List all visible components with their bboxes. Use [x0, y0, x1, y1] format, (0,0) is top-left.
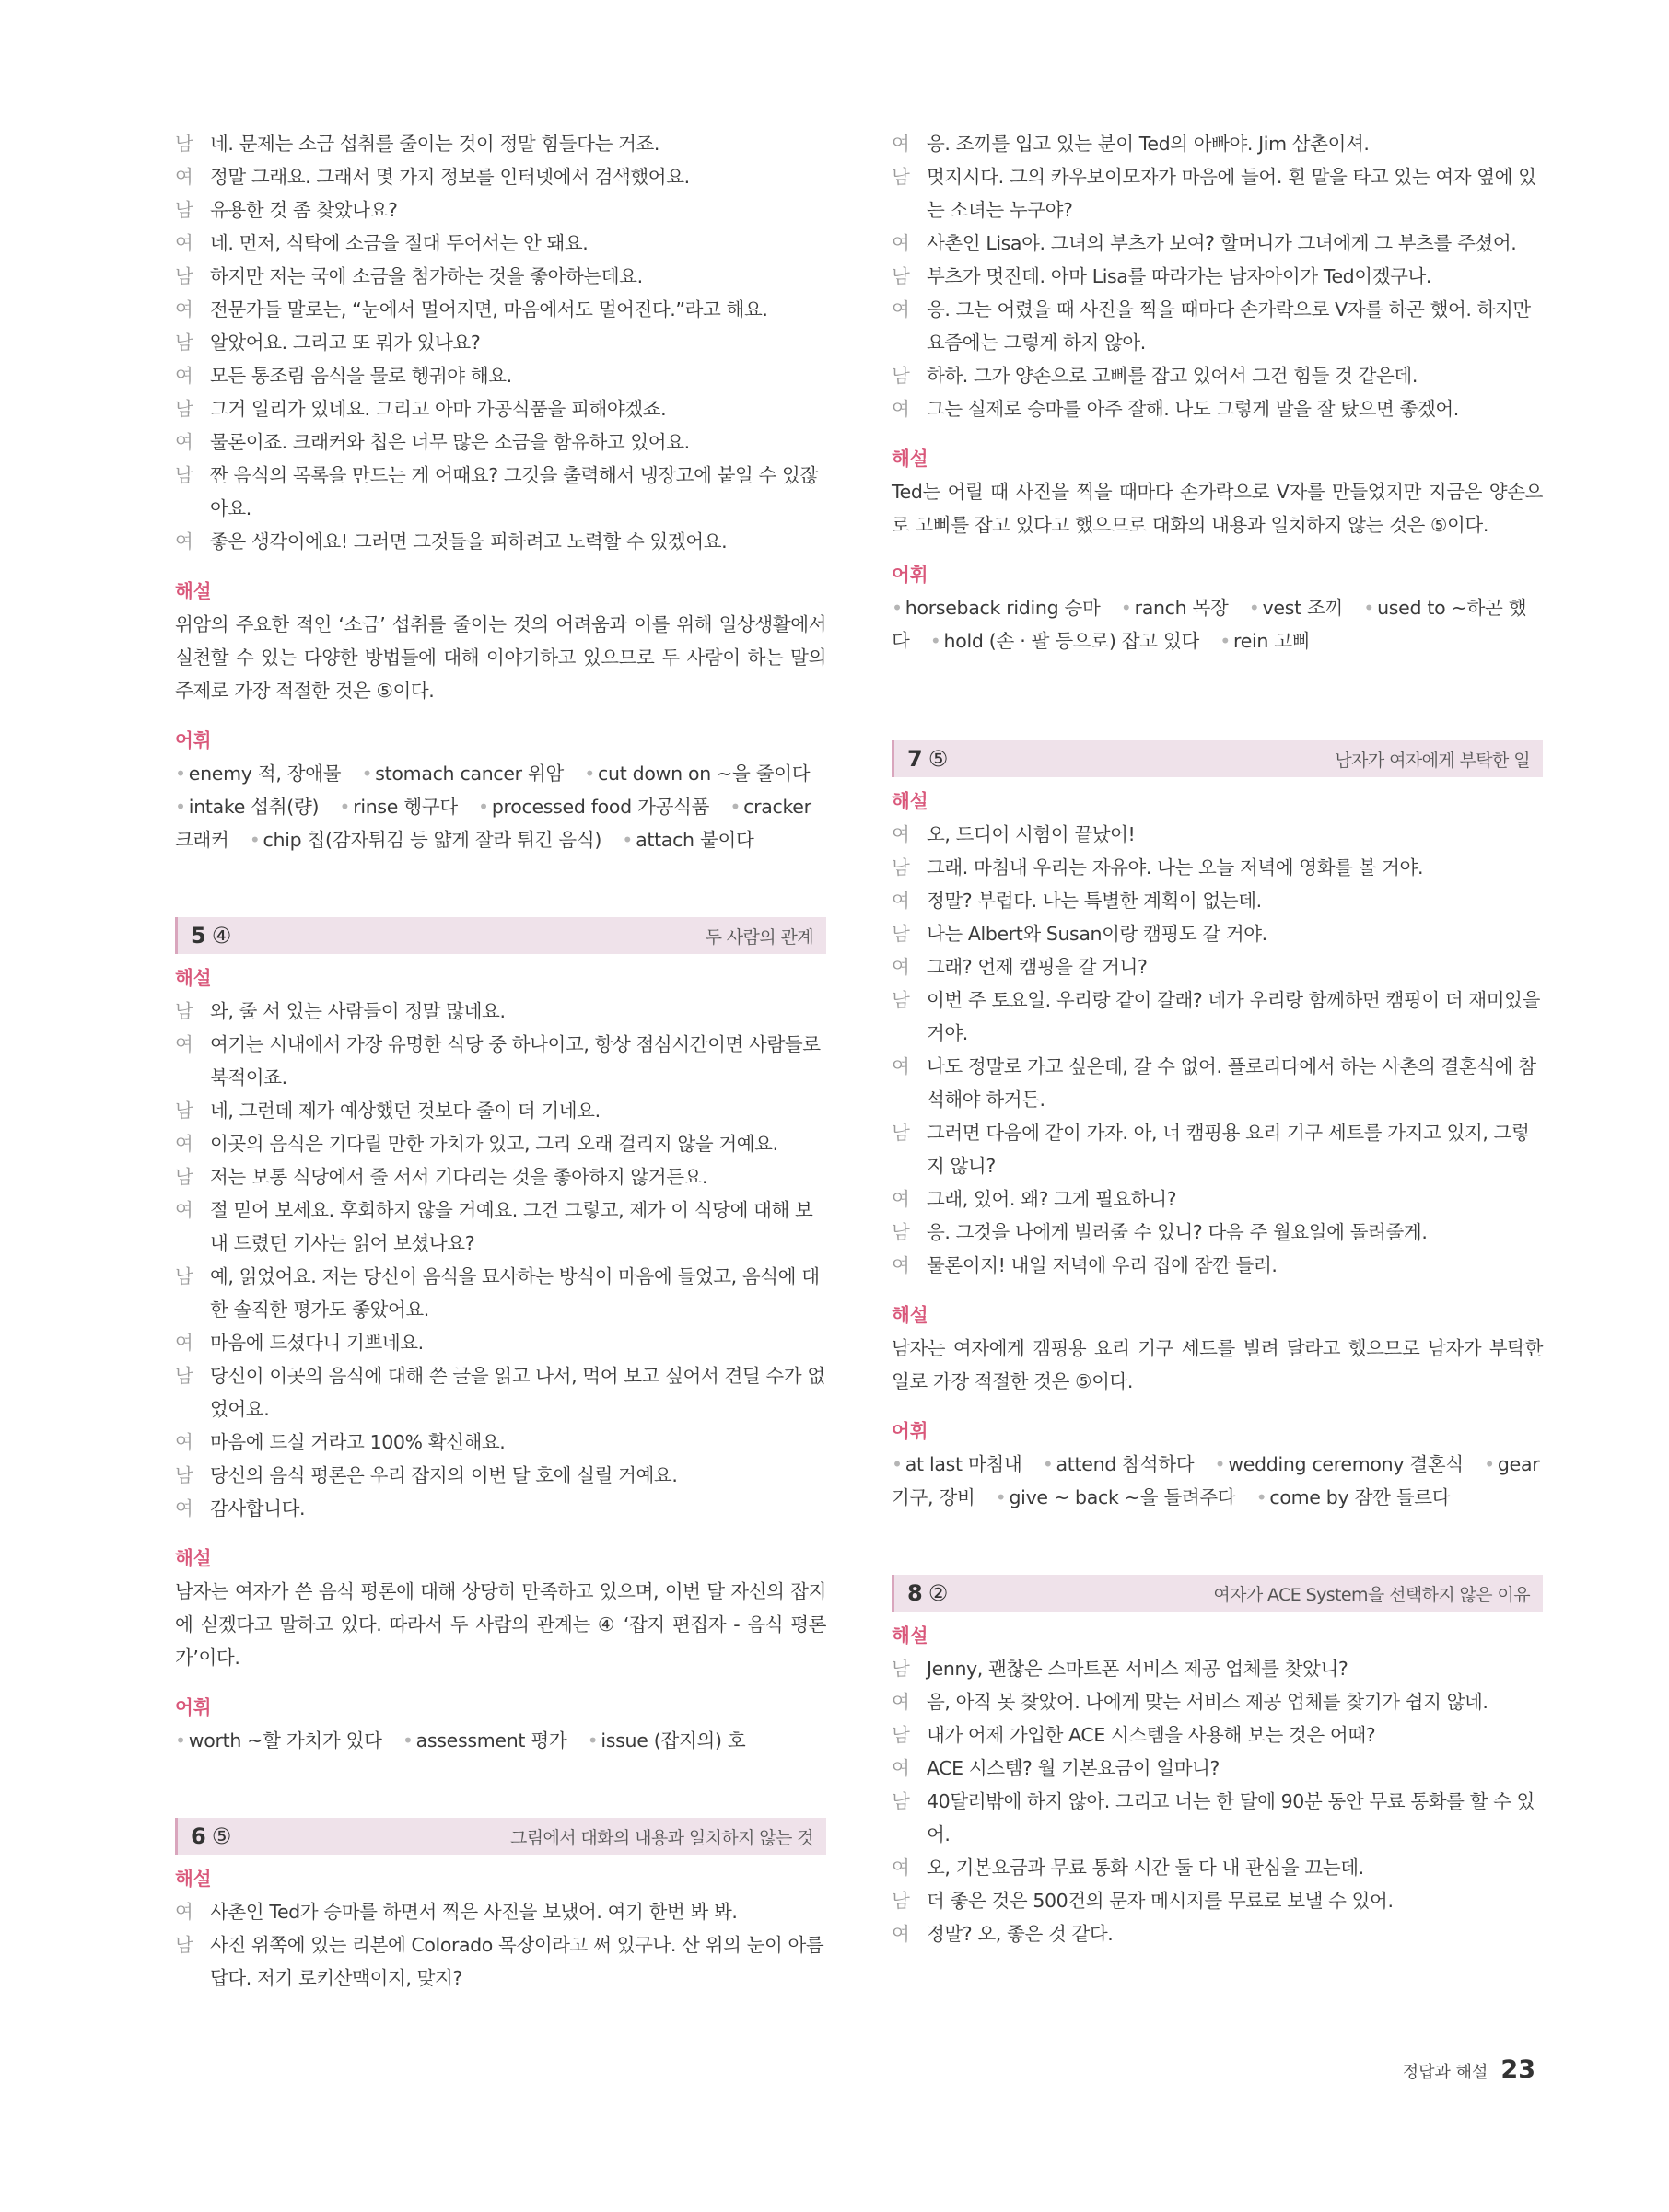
speaker-label: 여 [892, 1254, 910, 1276]
q5-vocab-heading: 어휘 [175, 1696, 212, 1718]
dialogue-text: 물론이지! 내일 저녁에 우리 집에 잠깐 들러. [927, 1254, 1278, 1276]
speaker-label: 여 [175, 365, 193, 387]
vocab-item [1214, 1453, 1463, 1475]
dialogue-line [175, 1326, 826, 1359]
dialogue-line [175, 1193, 826, 1260]
q5-explanation: 남자는 여자가 쓴 음식 평론에 대해 상당히 만족하고 있으며, 이번 달 자신의 잡지에 싣겠다고 말하고 있다. 따라서 두 사람의 관계는 ④ ‘잡지 편집자 - 음식 평론가’이다. [175, 1580, 826, 1669]
speaker-label: 여 [175, 1497, 193, 1519]
bullet-icon: • [1248, 597, 1260, 619]
bullet-icon: • [1120, 597, 1132, 619]
bullet-icon: • [622, 829, 634, 851]
speaker-label: 여 [175, 166, 193, 188]
vocab-item [1256, 1486, 1451, 1508]
dialogue-line [892, 359, 1543, 392]
dialogue-line [892, 1050, 1543, 1116]
vocab-text: assessment 평가 [415, 1729, 567, 1752]
bullet-icon: • [1042, 1453, 1054, 1475]
q5-header-bar [175, 917, 826, 954]
bullet-icon: • [361, 763, 373, 785]
q4-vocab-heading: 어휘 [175, 729, 212, 751]
dialogue-line [892, 1851, 1543, 1884]
dialogue-line [892, 1718, 1543, 1752]
bullet-icon: • [892, 597, 903, 619]
bullet-icon: • [584, 763, 596, 785]
speaker-label: 여 [175, 530, 193, 553]
dialogue-text: 절 믿어 보세요. 후회하지 않을 거예요. 그건 그렇고, 제가 이 식당에 대해 보내 드렸던 기사는 읽어 보셨나요? [210, 1199, 813, 1254]
right-column [892, 127, 1543, 1950]
bullet-icon: • [175, 796, 186, 818]
speaker-label: 남 [175, 1265, 193, 1287]
q7-explanation: 남자는 여자에게 캠핑용 요리 기구 세트를 빌려 달라고 했으므로 남자가 부탁한 일로 가장 적절한 것은 ⑤이다. [892, 1337, 1543, 1392]
dialogue-text: 응. 그것을 나에게 빌려줄 수 있니? 다음 주 월요일에 돌려줄게. [927, 1221, 1428, 1243]
speaker-label: 여 [892, 398, 910, 420]
footer-label: 정답과 해설 [1402, 2063, 1488, 2082]
bullet-icon: • [478, 796, 489, 818]
dialogue-text: 응. 그는 어렸을 때 사진을 찍을 때마다 손가락으로 V자를 하곤 했어. 하지만 요즘에는 그렇게 하지 않아. [927, 298, 1531, 354]
dialogue-line [175, 459, 826, 525]
q6-vocab-list [892, 591, 1543, 658]
speaker-label: 남 [892, 166, 910, 188]
dialogue-line [175, 1359, 826, 1426]
speaker-label: 남 [175, 1934, 193, 1956]
dialogue-text: 이번 주 토요일. 우리랑 같이 갈래? 네가 우리랑 함께하면 캠핑이 더 재미있을 거야. [927, 989, 1540, 1044]
q4-dialogue [175, 127, 826, 558]
dialogue-text: 와, 줄 서 있는 사람들이 정말 많네요. [210, 1000, 506, 1022]
dialogue-text: Jenny, 괜찮은 스마트폰 서비스 제공 업체를 찾았니? [927, 1658, 1348, 1680]
vocab-item [175, 796, 319, 818]
dialogue-text: 마음에 드실 거라고 100% 확신해요. [210, 1431, 506, 1453]
dialogue-text: 사진 위쪽에 있는 리본에 Colorado 목장이라고 써 있구나. 산 위의 눈이 아름답다. 저기 로키산맥이지, 맞지? [210, 1934, 824, 1989]
q6-explanation-heading: 해설 [892, 448, 928, 470]
vocab-text: rinse 헹구다 [353, 796, 458, 818]
dialogue-text: 하지만 저는 국에 소금을 첨가하는 것을 좋아하는데요. [210, 265, 643, 287]
vocab-item [588, 1729, 746, 1752]
speaker-label: 남 [892, 856, 910, 879]
speaker-label: 여 [175, 1901, 193, 1923]
dialogue-line [175, 1426, 826, 1459]
q8-header-bar [892, 1575, 1543, 1612]
dialogue-text: 좋은 생각이에요! 그러면 그것들을 피하려고 노력할 수 있겠어요. [210, 530, 728, 553]
speaker-label: 여 [175, 232, 193, 254]
dialogue-text: 이곳의 음식은 기다릴 만한 가치가 있고, 그리 오래 걸리지 않을 거예요. [210, 1133, 778, 1155]
speaker-label: 여 [892, 298, 910, 320]
vocab-text: vest 조끼 [1262, 597, 1344, 619]
dialogue-line [892, 1685, 1543, 1718]
dialogue-line [892, 851, 1543, 884]
dialogue-text: 당신이 이곳의 음식에 대해 쓴 글을 읽고 나서, 먹어 보고 싶어서 견딜 수가 없었어요. [210, 1365, 825, 1420]
q8-number-answer: 8 ② [907, 1580, 949, 1606]
q6-dialogue [175, 1895, 826, 1995]
vocab-item [1043, 1453, 1194, 1475]
dialogue-line [175, 127, 826, 160]
dialogue-line [175, 1492, 826, 1525]
speaker-label: 여 [175, 1199, 193, 1221]
q8-topic: 여자가 ACE System을 선택하지 않은 이유 [1213, 1584, 1530, 1605]
dialogue-text: 사촌인 Lisa야. 그녀의 부츠가 보여? 할머니가 그녀에게 그 부츠를 주셨어. [927, 232, 1517, 254]
q6-dialogue-heading: 해설 [175, 1868, 212, 1890]
q7-topic: 남자가 여자에게 부탁한 일 [1335, 750, 1530, 771]
dialogue-text: 짠 음식의 목록을 만드는 게 어때요? 그것을 출력해서 냉장고에 붙일 수 있잖아요. [210, 464, 818, 519]
vocab-item [362, 763, 565, 785]
speaker-label: 남 [175, 265, 193, 287]
dialogue-line [892, 160, 1543, 227]
vocab-item [996, 1486, 1236, 1508]
vocab-text: horseback riding 승마 [905, 597, 1101, 619]
dialogue-text: 예, 읽었어요. 저는 당신이 음식을 묘사하는 방식이 마음에 들었고, 음식에 대한 솔직한 평가도 좋았어요. [210, 1265, 820, 1321]
bullet-icon: • [1484, 1453, 1495, 1475]
vocab-item [250, 829, 601, 851]
dialogue-text: 40달러밖에 하지 않아. 그리고 너는 한 달에 90분 동안 무료 통화를 할 수 있어. [927, 1790, 1535, 1845]
speaker-label: 여 [892, 823, 910, 845]
speaker-label: 남 [175, 1100, 193, 1122]
dialogue-line [175, 359, 826, 392]
bullet-icon: • [729, 796, 741, 818]
q4-explanation-heading: 해설 [175, 580, 212, 602]
dialogue-line [892, 1116, 1543, 1182]
q7-dialogue [892, 818, 1543, 1282]
speaker-label: 남 [892, 923, 910, 945]
vocab-item [1249, 597, 1343, 619]
speaker-label: 남 [175, 398, 193, 420]
speaker-label: 남 [175, 1365, 193, 1387]
speaker-label: 남 [892, 265, 910, 287]
q6-header-bar [175, 1818, 826, 1855]
bullet-icon: • [587, 1729, 599, 1752]
dialogue-text: 네, 그런데 제가 예상했던 것보다 줄이 더 기네요. [210, 1100, 601, 1122]
vocab-item [584, 763, 810, 785]
dialogue-line [175, 293, 826, 326]
dialogue-text: 물론이죠. 크래커와 칩은 너무 많은 소금을 함유하고 있어요. [210, 431, 690, 453]
dialogue-text: 부츠가 멋진데. 아마 Lisa를 따라가는 남자아이가 Ted이겠구나. [927, 265, 1432, 287]
speaker-label: 여 [892, 890, 910, 912]
dialogue-text: 내가 어제 가입한 ACE 시스템을 사용해 보는 것은 어때? [927, 1724, 1376, 1746]
speaker-label: 여 [892, 1757, 910, 1779]
q8-dialogue-heading: 해설 [892, 1624, 928, 1647]
vocab-text: used to ~하곤 했다 [892, 597, 1527, 652]
dialogue-text: 마음에 드셨다니 기쁘네요. [210, 1332, 424, 1354]
q5-number-answer: 5 ④ [191, 923, 232, 949]
bullet-icon: • [929, 630, 941, 652]
speaker-label: 여 [892, 133, 910, 155]
speaker-label: 남 [892, 1658, 910, 1680]
vocab-text: attend 참석하다 [1056, 1453, 1195, 1475]
q5-dialogue [175, 995, 826, 1525]
vocab-item [403, 1729, 567, 1752]
dialogue-text: 알았어요. 그리고 또 뭐가 있나요? [210, 332, 481, 354]
vocab-text: cracker 크래커 [175, 796, 811, 851]
speaker-label: 남 [892, 1221, 910, 1243]
dialogue-line [175, 1928, 826, 1995]
dialogue-text: ACE 시스템? 월 기본요금이 얼마니? [927, 1757, 1220, 1779]
speaker-label: 여 [892, 232, 910, 254]
left-column [175, 127, 826, 1995]
q7-header-bar [892, 740, 1543, 777]
speaker-label: 남 [175, 133, 193, 155]
q6-topic: 그림에서 대화의 내용과 일치하지 않는 것 [509, 1827, 813, 1848]
dialogue-line [892, 127, 1543, 160]
vocab-text: gear 기구, 장비 [892, 1453, 1540, 1508]
dialogue-text: 그래, 있어. 왜? 그게 필요하니? [927, 1188, 1177, 1210]
dialogue-text: 유용한 것 좀 찾았나요? [210, 199, 398, 221]
dialogue-text: 모든 통조림 음식을 물로 헹궈야 해요. [210, 365, 512, 387]
dialogue-line [175, 1094, 826, 1127]
dialogue-text: 응. 조끼를 입고 있는 분이 Ted의 아빠야. Jim 삼촌이셔. [927, 133, 1370, 155]
dialogue-text: 오, 드디어 시험이 끝났어! [927, 823, 1136, 845]
dialogue-line [175, 260, 826, 293]
speaker-label: 남 [892, 1724, 910, 1746]
dialogue-text: 네. 먼저, 식탁에 소금을 절대 두어서는 안 돼요. [210, 232, 589, 254]
bullet-icon: • [892, 1453, 903, 1475]
vocab-item [175, 1729, 382, 1752]
dialogue-line [892, 1249, 1543, 1282]
speaker-label: 여 [892, 956, 910, 978]
vocab-text: at last 마침내 [905, 1453, 1022, 1475]
bullet-icon: • [1255, 1486, 1267, 1508]
speaker-label: 남 [892, 989, 910, 1011]
dialogue-text: 나도 정말로 가고 싶은데, 갈 수 없어. 플로리다에서 하는 사촌의 결혼식에 참석해야 하거든. [927, 1055, 1536, 1111]
dialogue-line [175, 392, 826, 425]
dialogue-line [892, 392, 1543, 425]
dialogue-line [175, 160, 826, 193]
speaker-label: 여 [175, 1332, 193, 1354]
speaker-label: 남 [892, 1790, 910, 1812]
vocab-item [622, 829, 753, 851]
dialogue-text: 여기는 시내에서 가장 유명한 식당 중 하나이고, 항상 점심시간이면 사람들로 북적이죠. [210, 1033, 821, 1089]
q4-vocab-list [175, 757, 826, 856]
q5-dialogue-heading: 해설 [175, 967, 212, 989]
q5-topic: 두 사람의 관계 [705, 926, 813, 948]
dialogue-line [175, 525, 826, 558]
dialogue-text: 감사합니다. [210, 1497, 306, 1519]
dialogue-text: 정말? 부럽다. 나는 특별한 계획이 없는데. [927, 890, 1262, 912]
dialogue-text: 저는 보통 식당에서 줄 서서 기다리는 것을 좋아하지 않거든요. [210, 1166, 708, 1188]
q7-number-answer: 7 ⑤ [907, 746, 949, 772]
q7-dialogue-heading: 해설 [892, 790, 928, 812]
dialogue-text: 당신의 음식 평론은 우리 잡지의 이번 달 호에 실릴 거예요. [210, 1464, 678, 1486]
vocab-item [892, 1453, 1022, 1475]
vocab-text: give ~ back ~을 돌려주다 [1009, 1486, 1236, 1508]
q6-number-answer: 6 ⑤ [191, 1823, 232, 1849]
dialogue-text: 그는 실제로 승마를 아주 잘해. 나도 그렇게 말을 잘 탔으면 좋겠어. [927, 398, 1459, 420]
dialogue-line [892, 950, 1543, 984]
vocab-item [892, 597, 1101, 619]
dialogue-line [892, 260, 1543, 293]
dialogue-line [892, 1752, 1543, 1785]
bullet-icon: • [1214, 1453, 1226, 1475]
dialogue-line [175, 1127, 826, 1160]
q7-explanation-heading: 해설 [892, 1304, 928, 1326]
dialogue-line [175, 1028, 826, 1094]
dialogue-line [175, 1260, 826, 1326]
dialogue-text: 나는 Albert와 Susan이랑 캠핑도 갈 거야. [927, 923, 1267, 945]
dialogue-text: 사촌인 Ted가 승마를 하면서 찍은 사진을 보냈어. 여기 한번 봐 봐. [210, 1901, 738, 1923]
speaker-label: 남 [892, 365, 910, 387]
speaker-label: 여 [892, 1055, 910, 1077]
vocab-text: chip 칩(감자튀김 등 얇게 잘라 튀긴 음식) [263, 829, 602, 851]
bullet-icon: • [1220, 630, 1231, 652]
dialogue-line [175, 1160, 826, 1193]
q6-vocab-heading: 어휘 [892, 564, 928, 586]
vocab-text: hold (손 · 팔 등으로) 잡고 있다 [943, 630, 1200, 652]
speaker-label: 여 [175, 1431, 193, 1453]
dialogue-text: 그거 일리가 있네요. 그리고 아마 가공식품을 피해야겠죠. [210, 398, 667, 420]
dialogue-text: 그래? 언제 캠핑을 갈 거니? [927, 956, 1148, 978]
vocab-text: cut down on ~을 줄이다 [598, 763, 811, 785]
speaker-label: 여 [892, 1188, 910, 1210]
speaker-label: 여 [175, 298, 193, 320]
dialogue-text: 정말? 오, 좋은 것 같다. [927, 1923, 1114, 1945]
vocab-text: stomach cancer 위암 [375, 763, 565, 785]
bullet-icon: • [1363, 597, 1375, 619]
dialogue-line [175, 193, 826, 227]
speaker-label: 여 [892, 1691, 910, 1713]
dialogue-line [892, 293, 1543, 359]
vocab-text: worth ~할 가치가 있다 [188, 1729, 382, 1752]
speaker-label: 남 [175, 1464, 193, 1486]
q7-vocab-heading: 어휘 [892, 1420, 928, 1442]
vocab-item [478, 796, 709, 818]
dialogue-text: 멋지시다. 그의 카우보이모자가 마음에 들어. 흰 말을 타고 있는 여자 옆에 있는 소녀는 누구야? [927, 166, 1536, 221]
q8-dialogue [892, 1652, 1543, 1950]
dialogue-line [175, 425, 826, 459]
dialogue-line [892, 917, 1543, 950]
speaker-label: 남 [175, 1000, 193, 1022]
q7-vocab-list [892, 1448, 1543, 1514]
vocab-text: intake 섭취(량) [188, 796, 320, 818]
speaker-label: 여 [892, 1923, 910, 1945]
speaker-label: 여 [175, 1033, 193, 1055]
dialogue-line [175, 995, 826, 1028]
dialogue-line [892, 1884, 1543, 1917]
vocab-item [930, 630, 1199, 652]
dialogue-line [892, 227, 1543, 260]
q5-explanation-heading: 해설 [175, 1547, 212, 1569]
bullet-icon: • [175, 1729, 186, 1752]
speaker-label: 남 [175, 332, 193, 354]
page-footer [1403, 2055, 1535, 2084]
dialogue-line [175, 1895, 826, 1928]
speaker-label: 남 [175, 464, 193, 486]
dialogue-line [892, 884, 1543, 917]
bullet-icon: • [175, 763, 186, 785]
dialogue-line [175, 227, 826, 260]
dialogue-text: 네. 문제는 소금 섭취를 줄이는 것이 정말 힘들다는 거죠. [210, 133, 660, 155]
dialogue-line [892, 1917, 1543, 1950]
dialogue-text: 하하. 그가 양손으로 고삐를 잡고 있어서 그건 힘들 것 같은데. [927, 365, 1418, 387]
speaker-label: 여 [892, 1857, 910, 1879]
dialogue-line [892, 818, 1543, 851]
q5-vocab-list [175, 1724, 826, 1757]
vocab-text: rein 고삐 [1233, 630, 1311, 652]
vocab-text: attach 붙이다 [636, 829, 754, 851]
dialogue-text: 전문가들 말로는, “눈에서 멀어지면, 마음에서도 멀어진다.”라고 해요. [210, 298, 768, 320]
dialogue-line [892, 1182, 1543, 1216]
dialogue-line [175, 326, 826, 359]
dialogue-text: 정말 그래요. 그래서 몇 가지 정보를 인터넷에서 검색했어요. [210, 166, 690, 188]
vocab-text: enemy 적, 장애물 [188, 763, 342, 785]
bullet-icon: • [249, 829, 261, 851]
dialogue-line [892, 1785, 1543, 1851]
dialogue-text: 더 좋은 것은 500건의 문자 메시지를 무료로 보낼 수 있어. [927, 1890, 1394, 1912]
q4-explanation: 위암의 주요한 적인 ‘소금’ 섭취를 줄이는 것의 어려움과 이를 위해 일상생활에서 실천할 수 있는 다양한 방법들에 대해 이야기하고 있으므로 두 사람이 하는 말의 주제로 가장 적절한 것은 ⑤이다. [175, 613, 826, 702]
dialogue-text: 음, 아직 못 찾았어. 나에게 맞는 서비스 제공 업체를 찾기가 쉽지 않네. [927, 1691, 1488, 1713]
speaker-label: 남 [892, 1122, 910, 1144]
speaker-label: 여 [175, 431, 193, 453]
dialogue-line [892, 1216, 1543, 1249]
vocab-item [175, 763, 341, 785]
speaker-label: 남 [892, 1890, 910, 1912]
q6-dialogue-continued [892, 127, 1543, 425]
speaker-label: 여 [175, 1133, 193, 1155]
dialogue-text: 오, 기본요금과 무료 통화 시간 둘 다 내 관심을 끄는데. [927, 1857, 1364, 1879]
dialogue-line [892, 1652, 1543, 1685]
vocab-item [339, 796, 457, 818]
page-number: 23 [1500, 2055, 1535, 2084]
speaker-label: 남 [175, 1166, 193, 1188]
dialogue-text: 그래. 마침내 우리는 자유야. 나는 오늘 저녁에 영화를 볼 거야. [927, 856, 1424, 879]
dialogue-line [892, 984, 1543, 1050]
bullet-icon: • [402, 1729, 414, 1752]
dialogue-text: 그러면 다음에 같이 가자. 아, 너 캠핑용 요리 기구 세트를 가지고 있지, 그렇지 않니? [927, 1122, 1530, 1177]
q6-explanation: Ted는 어릴 때 사진을 찍을 때마다 손가락으로 V자를 만들었지만 지금은 양손으로 고삐를 잡고 있다고 했으므로 대화의 내용과 일치하지 않는 것은 ⑤이다. [892, 481, 1543, 536]
vocab-text: ranch 목장 [1134, 597, 1229, 619]
vocab-text: come by 잠깐 들르다 [1269, 1486, 1451, 1508]
vocab-text: processed food 가공식품 [491, 796, 710, 818]
vocab-item [1220, 630, 1310, 652]
bullet-icon: • [995, 1486, 1007, 1508]
vocab-text: wedding ceremony 결혼식 [1228, 1453, 1464, 1475]
bullet-icon: • [339, 796, 351, 818]
speaker-label: 남 [175, 199, 193, 221]
dialogue-line [175, 1459, 826, 1492]
vocab-item [1121, 597, 1229, 619]
vocab-text: issue (잡지의) 호 [601, 1729, 746, 1752]
